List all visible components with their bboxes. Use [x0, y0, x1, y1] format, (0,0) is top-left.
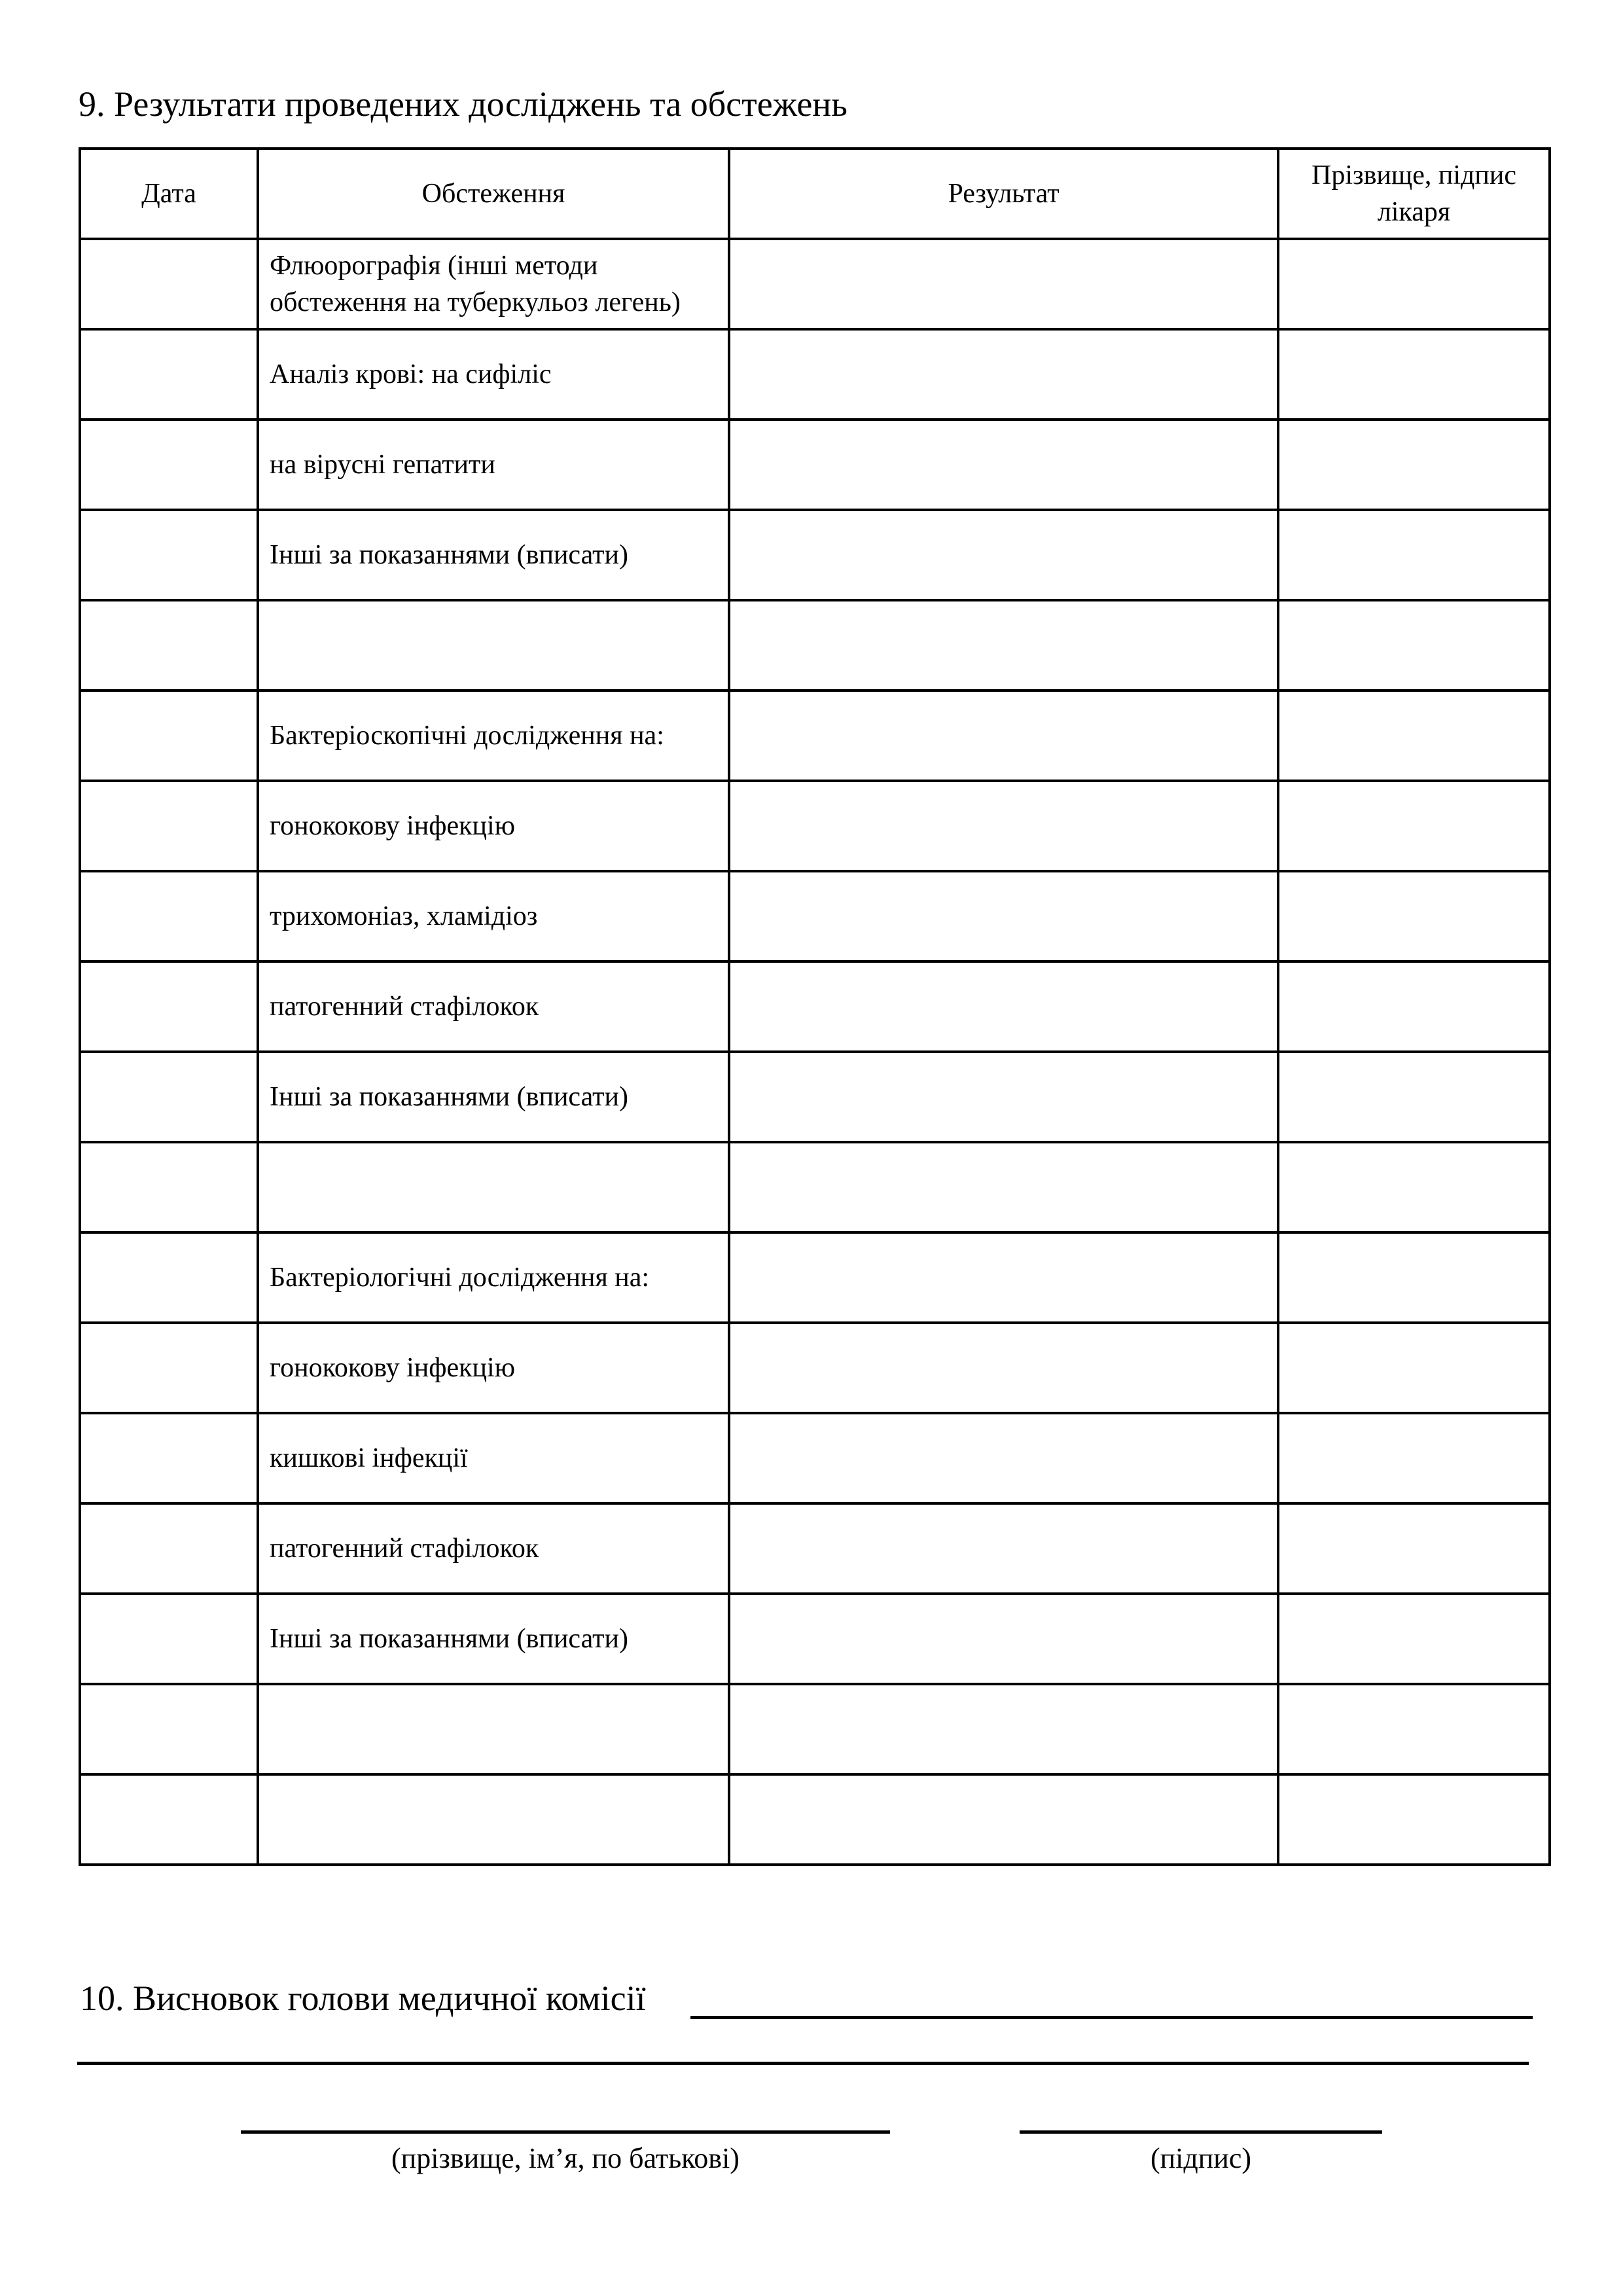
table-row — [80, 1052, 1550, 1142]
doctor-signature-cell[interactable] — [1278, 239, 1550, 329]
doctor-signature-cell[interactable] — [1278, 1323, 1550, 1413]
result-cell[interactable] — [729, 329, 1278, 420]
examination-cell: Флюорографія (інші методи обстеження на туберкульоз легень) — [258, 239, 729, 329]
examination-cell: Інші за показаннями (вписати) — [258, 1594, 729, 1684]
date-cell[interactable] — [80, 691, 258, 781]
result-cell[interactable] — [729, 691, 1278, 781]
examination-cell: гонококову інфекцію — [258, 781, 729, 871]
result-cell[interactable] — [729, 1503, 1278, 1594]
table-row — [80, 781, 1550, 871]
conclusion-field-line-2[interactable] — [77, 2062, 1529, 2065]
doctor-signature-cell[interactable] — [1278, 420, 1550, 510]
date-cell[interactable] — [80, 1142, 258, 1232]
doctor-signature-cell[interactable] — [1278, 1413, 1550, 1503]
column-header-result: Результат — [729, 149, 1278, 239]
result-cell[interactable] — [729, 510, 1278, 600]
date-cell[interactable] — [80, 239, 258, 329]
result-cell[interactable] — [729, 1594, 1278, 1684]
result-cell[interactable] — [729, 781, 1278, 871]
table-row — [80, 420, 1550, 510]
table-row — [80, 1774, 1550, 1865]
table-header-row — [80, 149, 1550, 239]
examination-cell: патогенний стафілокок — [258, 961, 729, 1052]
column-header-date: Дата — [80, 149, 258, 239]
doctor-signature-cell[interactable] — [1278, 329, 1550, 420]
date-cell[interactable] — [80, 600, 258, 691]
doctor-signature-cell[interactable] — [1278, 1684, 1550, 1774]
doctor-signature-cell[interactable] — [1278, 1142, 1550, 1232]
examination-cell[interactable] — [258, 600, 729, 691]
date-cell[interactable] — [80, 329, 258, 420]
date-cell[interactable] — [80, 1232, 258, 1323]
table-row — [80, 1142, 1550, 1232]
doctor-signature-cell[interactable] — [1278, 1503, 1550, 1594]
examination-cell: патогенний стафілокок — [258, 1503, 729, 1594]
table-row — [80, 510, 1550, 600]
doctor-signature-cell[interactable] — [1278, 1594, 1550, 1684]
examination-cell: Інші за показаннями (вписати) — [258, 1052, 729, 1142]
table-row — [80, 961, 1550, 1052]
date-cell[interactable] — [80, 1323, 258, 1413]
result-cell[interactable] — [729, 1774, 1278, 1865]
date-cell[interactable] — [80, 1594, 258, 1684]
table-row — [80, 871, 1550, 961]
date-cell[interactable] — [80, 420, 258, 510]
result-cell[interactable] — [729, 961, 1278, 1052]
date-cell[interactable] — [80, 871, 258, 961]
examination-cell[interactable] — [258, 1774, 729, 1865]
table-row — [80, 329, 1550, 420]
examination-cell[interactable] — [258, 1684, 729, 1774]
doctor-signature-cell[interactable] — [1278, 1052, 1550, 1142]
chairman-name-field[interactable] — [241, 2130, 890, 2134]
results-table-body — [80, 239, 1550, 1865]
date-cell[interactable] — [80, 510, 258, 600]
date-cell[interactable] — [80, 961, 258, 1052]
result-cell[interactable] — [729, 600, 1278, 691]
table-row — [80, 1413, 1550, 1503]
section-9-title: 9. Результати проведених досліджень та обстежень — [79, 84, 847, 124]
result-cell[interactable] — [729, 239, 1278, 329]
table-row — [80, 1594, 1550, 1684]
date-cell[interactable] — [80, 1684, 258, 1774]
examination-cell: Бактеріоскопічні дослідження на: — [258, 691, 729, 781]
doctor-signature-cell[interactable] — [1278, 1232, 1550, 1323]
chairman-signature-field[interactable] — [1020, 2130, 1382, 2134]
signature-caption: (підпис) — [1150, 2142, 1252, 2174]
result-cell[interactable] — [729, 1413, 1278, 1503]
result-cell[interactable] — [729, 1052, 1278, 1142]
result-cell[interactable] — [729, 871, 1278, 961]
table-row — [80, 1684, 1550, 1774]
date-cell[interactable] — [80, 1413, 258, 1503]
examination-cell: кишкові інфекції — [258, 1413, 729, 1503]
table-row — [80, 600, 1550, 691]
name-caption: (прізвище, ім’я, по батькові) — [391, 2142, 740, 2174]
table-row — [80, 1323, 1550, 1413]
result-cell[interactable] — [729, 420, 1278, 510]
conclusion-field-line-1[interactable] — [690, 2016, 1533, 2019]
result-cell[interactable] — [729, 1142, 1278, 1232]
doctor-signature-cell[interactable] — [1278, 871, 1550, 961]
examination-cell: трихомоніаз, хламідіоз — [258, 871, 729, 961]
result-cell[interactable] — [729, 1684, 1278, 1774]
date-cell[interactable] — [80, 781, 258, 871]
table-row — [80, 239, 1550, 329]
examination-cell: Бактеріологічні дослідження на: — [258, 1232, 729, 1323]
doctor-signature-cell[interactable] — [1278, 781, 1550, 871]
date-cell[interactable] — [80, 1052, 258, 1142]
section-10-title: 10. Висновок голови медичної комісії — [80, 1979, 646, 2018]
examination-cell: Аналіз крові: на сифіліс — [258, 329, 729, 420]
result-cell[interactable] — [729, 1232, 1278, 1323]
doctor-signature-cell[interactable] — [1278, 691, 1550, 781]
examination-cell: на вірусні гепатити — [258, 420, 729, 510]
date-cell[interactable] — [80, 1774, 258, 1865]
date-cell[interactable] — [80, 1503, 258, 1594]
doctor-signature-cell[interactable] — [1278, 510, 1550, 600]
column-header-examination: Обстеження — [258, 149, 729, 239]
table-row — [80, 1232, 1550, 1323]
table-row — [80, 1503, 1550, 1594]
column-header-doctor: Прізвище, підпис лікаря — [1278, 149, 1550, 239]
examination-cell: гонококову інфекцію — [258, 1323, 729, 1413]
results-table — [79, 147, 1551, 1866]
doctor-signature-cell[interactable] — [1278, 1774, 1550, 1865]
result-cell[interactable] — [729, 1323, 1278, 1413]
examination-cell: Інші за показаннями (вписати) — [258, 510, 729, 600]
doctor-signature-cell[interactable] — [1278, 600, 1550, 691]
doctor-signature-cell[interactable] — [1278, 961, 1550, 1052]
table-row — [80, 691, 1550, 781]
examination-cell[interactable] — [258, 1142, 729, 1232]
